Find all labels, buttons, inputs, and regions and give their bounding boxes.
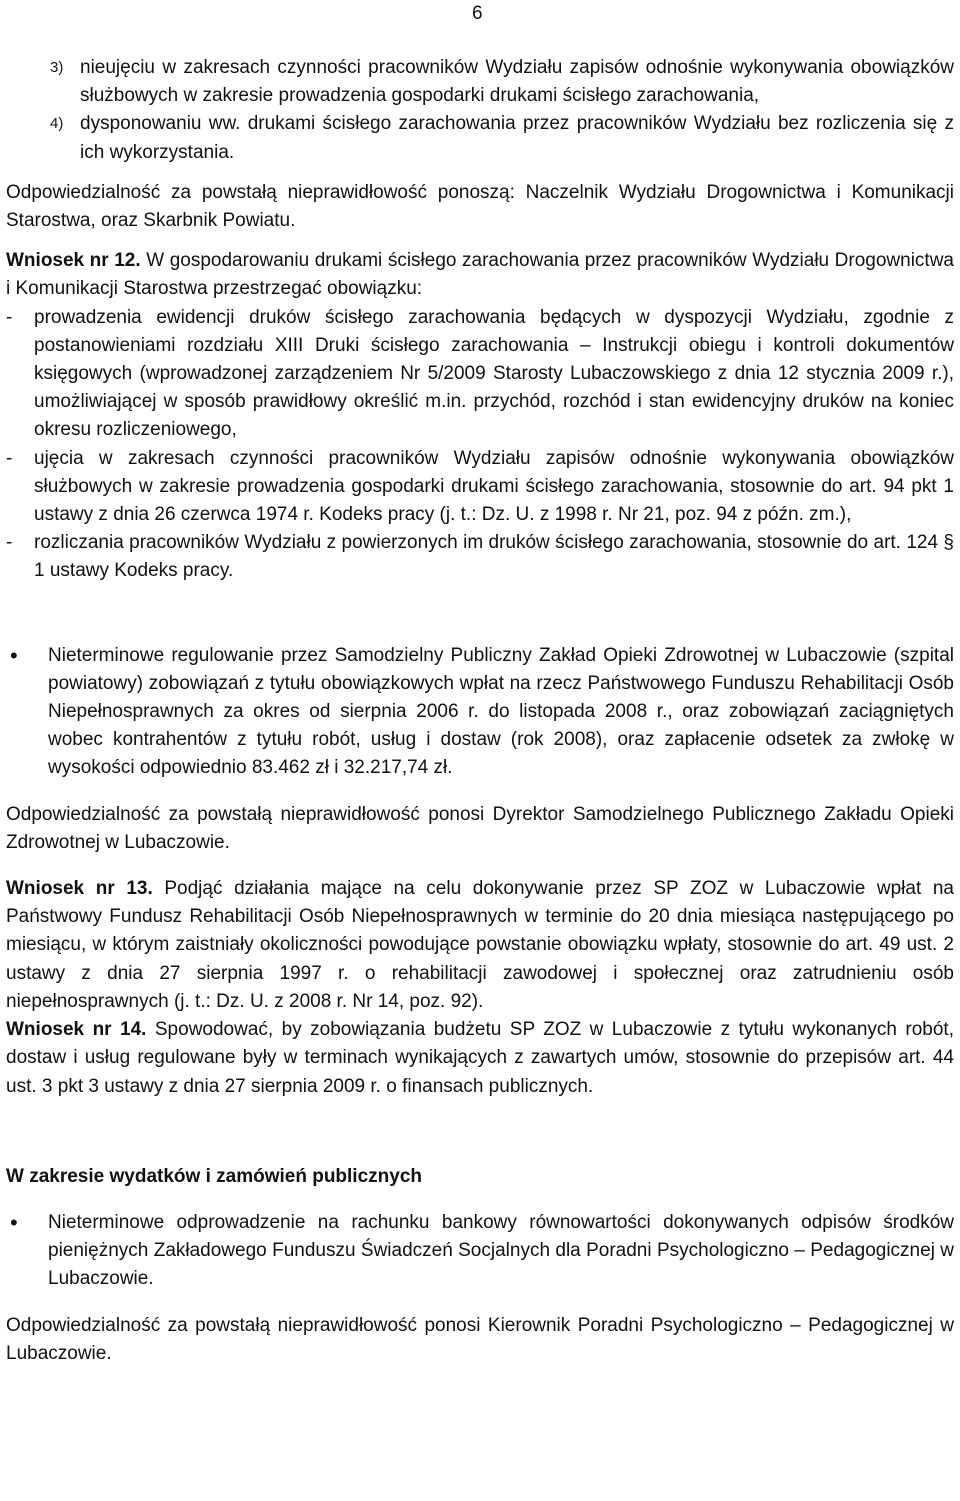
bullet-item-text: Nieterminowe odprowadzenie na rachunku bankowy równowartości dokonywanych odpisów środków pieniężnych Zakładowego Funduszu Świadczeń Socjalnych dla Poradni Psychologiczno – Pedagogicznej w Lubaczowie. [48,1211,954,1290]
bullet-item-1 [6,642,954,783]
wniosek-13-text: Podjąć działania mające na celu dokonywanie przez SP ZOZ w Lubaczowie wpłat na Państwowy Fundusz Rehabilitacji Osób Niepełnosprawnych w terminie do 20 dnia miesiąca następującego po miesiącu, w którym zaistniały okoliczności powodujące powstanie obowiązku wpłaty, stosownie do art. 49 ust. 2 ustawy z dnia 27 sierpnia 1997 r. o rehabilitacji zawodowej i społecznej oraz zatrudnieniu osób niepełnosprawnych (j. t.: Dz. U. z 2008 r. Nr 14, poz. 92). [6,878,954,1012]
numbered-item-3 [6,54,954,110]
dash-item-1 [6,304,954,445]
wniosek-12-label: Wniosek nr 12. [6,250,141,272]
wniosek-14-paragraph [6,1016,954,1101]
section-heading [6,1163,954,1191]
wniosek-13-label: Wniosek nr 13. [6,878,153,900]
wniosek-12-intro: W gospodarowaniu drukami ścisłego zarachowania przez pracowników Wydziału Drogownictwa i Komunikacji Starostwa przestrzegać obowiązku: [6,250,954,300]
responsibility-paragraph-3: Odpowiedzialność za powstałą nieprawidłowość ponosi Kierownik Poradni Psychologiczno – Pedagogicznej w Lubaczowie. [6,1314,954,1364]
wniosek-14-label: Wniosek nr 14. [6,1019,147,1041]
dash-item-3 [6,529,954,585]
dash-item-text: rozliczania pracowników Wydziału z powierzonych im druków ścisłego zarachowania, stosownie do art. 124 § 1 ustawy Kodeks pracy. [34,532,954,582]
dash-item-text: prowadzenia ewidencji druków ścisłego zarachowania będących w dyspozycji Wydziału, zgodnie z postanowieniami rozdziału XIII Druki ścisłego zarachowania – Instrukcji obiegu i kontroli dokumentów księgowych (wprowadzonej zarządzeniem Nr 5/2009 Starosty Lubaczowskiego z dnia 12 stycznia 2009 r.), umożliwiającej w sposób prawidłowy określić m.in. przychód, rozchód i stan ewidencyjny druków na koniec okresu rozliczeniowego, [34,306,954,441]
item-number: 3) [50,59,64,76]
wniosek-14-text: Spowodować, by zobowiązania budżetu SP ZOZ w Lubaczowie z tytułu wykonanych robót, dostaw i usług regulowane były w terminach wynikających z zawartych umów, stosownie do przepisów art. 44 ust. 3 pkt 3 ustawy z dnia 27 sierpnia 2009 r. o finansach publicznych. [6,1019,954,1097]
item-text: nieujęciu w zakresach czynności pracowników Wydziału zapisów odnośnie wykonywania obowiązków służbowych w zakresie prowadzenia gospodarki drukami ścisłego zarachowania, [80,57,954,107]
bullet-item-2 [6,1209,954,1294]
wniosek-13-paragraph [6,875,954,1016]
page-number: 6 [472,3,483,24]
wniosek-12-paragraph [6,247,954,303]
dash-marker: - [6,306,13,328]
dash-item-2 [6,445,954,530]
responsibility-paragraph-2: Odpowiedzialność za powstałą nieprawidłowość ponosi Dyrektor Samodzielnego Publicznego Zakładu Opieki Zdrowotnej w Lubaczowie. [6,803,954,853]
bullet-item-text: Nieterminowe regulowanie przez Samodzielny Publiczny Zakład Opieki Zdrowotnej w Lubaczowie (szpital powiatowy) zobowiązań z tytułu obowiązkowych wpłat na rzecz Państwowego Funduszu Rehabilitacji Osób Niepełnosprawnych za okres od sierpnia 2006 r. do listopada 2008 r., oraz zobowiązań zaciągniętych wobec kontrahentów z tytułu robót, usług i dostaw (rok 2008), oraz zapłacenie odsetek za zwłokę w wysokości odpowiednio 83.462 zł i 32.217,74 zł. [48,644,954,779]
bullet-marker: • [10,1209,18,1235]
dash-item-text: ujęcia w zakresach czynności pracowników Wydziału zapisów odnośnie wykonywania obowiązków służbowych w zakresie prowadzenia gospodarki drukami ścisłego zarachowania, stosownie do art. 94 pkt 1 ustawy z dnia 26 czerwca 1974 r. Kodeks pracy (j. t.: Dz. U. z 1998 r. Nr 21, poz. 94 z późn. zm.), [34,447,954,526]
item-text: dysponowaniu ww. drukami ścisłego zarachowania przez pracowników Wydziału bez rozliczenia się z ich wykorzystania. [80,113,954,163]
dash-marker: - [6,447,13,469]
document-body [6,54,954,1368]
item-number: 4) [50,115,64,133]
section-heading-text: W zakresie wydatków i zamówień publicznych [6,1165,422,1187]
bullet-marker: • [10,642,18,668]
responsibility-paragraph-1: Odpowiedzialność za powstałą nieprawidłowość ponoszą: Naczelnik Wydziału Drogownictwa i Komunikacji Starostwa, oraz Skarbnik Powiatu. [6,181,954,232]
dash-marker: - [6,532,13,554]
numbered-item-4 [6,110,954,166]
